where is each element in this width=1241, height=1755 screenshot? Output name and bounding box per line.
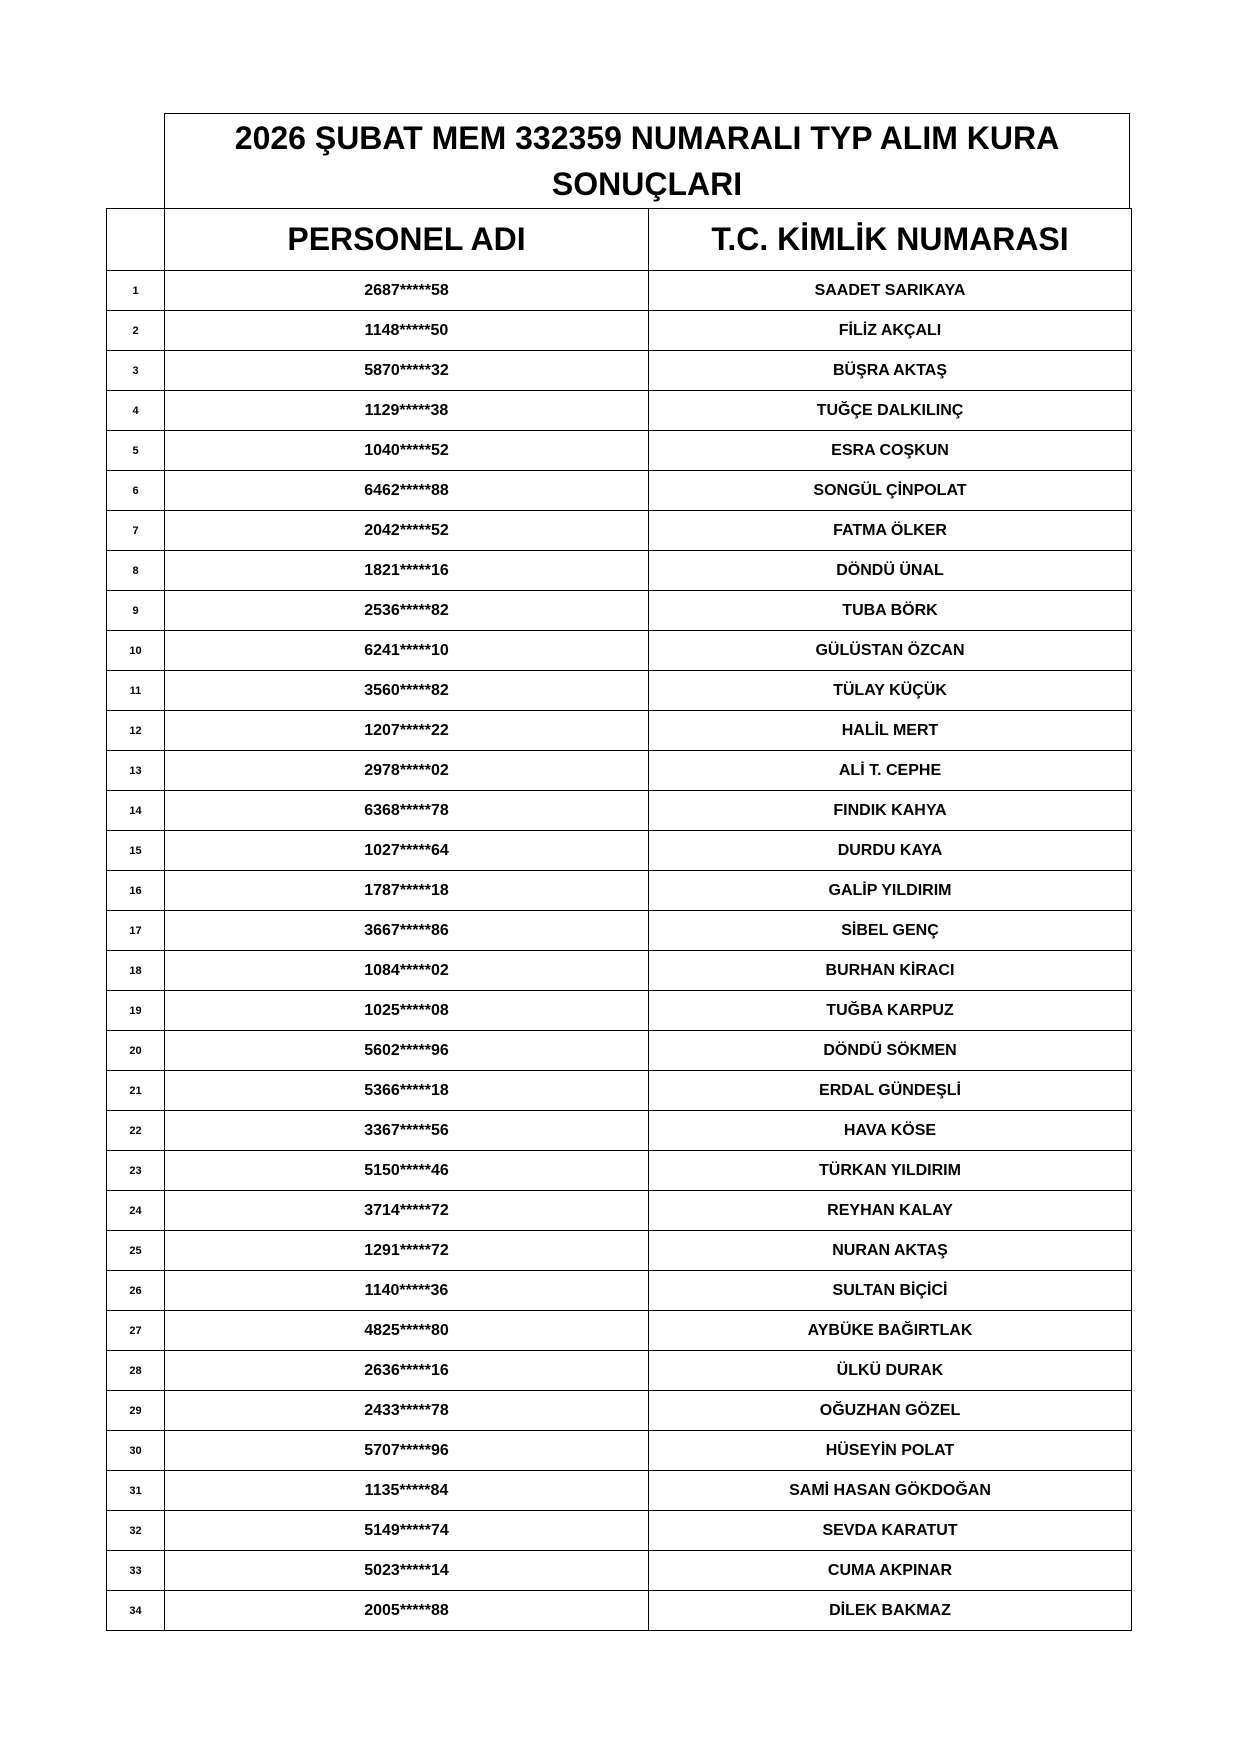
row-number: 32	[107, 1511, 165, 1551]
row-name-cell: SAMİ HASAN GÖKDOĞAN	[649, 1471, 1132, 1511]
row-name-cell: FINDIK KAHYA	[649, 791, 1132, 831]
row-id-cell: 2636*****16	[165, 1351, 649, 1391]
row-id-cell: 3667*****86	[165, 911, 649, 951]
row-id-cell: 2433*****78	[165, 1391, 649, 1431]
row-number: 34	[107, 1591, 165, 1631]
row-id-cell: 1040*****52	[165, 431, 649, 471]
row-number: 8	[107, 551, 165, 591]
row-number: 14	[107, 791, 165, 831]
table-row	[107, 351, 1132, 391]
row-id-cell: 4825*****80	[165, 1311, 649, 1351]
row-name-cell: HALİL MERT	[649, 711, 1132, 751]
row-name-cell: TUĞÇE DALKILINÇ	[649, 391, 1132, 431]
results-sheet	[106, 113, 1131, 1631]
row-name-cell: DÖNDÜ SÖKMEN	[649, 1031, 1132, 1071]
row-name-cell: AYBÜKE BAĞIRTLAK	[649, 1311, 1132, 1351]
row-name-cell: ÜLKÜ DURAK	[649, 1351, 1132, 1391]
row-id-cell: 2042*****52	[165, 511, 649, 551]
row-id-cell: 5602*****96	[165, 1031, 649, 1071]
table-row	[107, 711, 1132, 751]
table-row	[107, 1111, 1132, 1151]
row-name-cell: TUĞBA KARPUZ	[649, 991, 1132, 1031]
row-id-cell: 6462*****88	[165, 471, 649, 511]
table-row	[107, 1151, 1132, 1191]
row-number: 4	[107, 391, 165, 431]
row-number: 5	[107, 431, 165, 471]
row-id-cell: 2536*****82	[165, 591, 649, 631]
row-name-cell: DÖNDÜ ÜNAL	[649, 551, 1132, 591]
table-row	[107, 471, 1132, 511]
title-spacer	[106, 113, 164, 208]
row-id-cell: 1025*****08	[165, 991, 649, 1031]
row-name-cell: REYHAN KALAY	[649, 1191, 1132, 1231]
row-number: 24	[107, 1191, 165, 1231]
header-id-number: T.C. KİMLİK NUMARASI	[649, 209, 1132, 271]
table-row	[107, 1311, 1132, 1351]
header-index	[107, 209, 165, 271]
table-row	[107, 1511, 1132, 1551]
row-number: 11	[107, 671, 165, 711]
row-number: 17	[107, 911, 165, 951]
results-table	[106, 208, 1132, 1631]
row-id-cell: 6241*****10	[165, 631, 649, 671]
row-number: 22	[107, 1111, 165, 1151]
row-number: 20	[107, 1031, 165, 1071]
row-number: 12	[107, 711, 165, 751]
row-id-cell: 2005*****88	[165, 1591, 649, 1631]
row-name-cell: FATMA ÖLKER	[649, 511, 1132, 551]
row-name-cell: GALİP YILDIRIM	[649, 871, 1132, 911]
table-row	[107, 911, 1132, 951]
row-number: 3	[107, 351, 165, 391]
row-number: 21	[107, 1071, 165, 1111]
table-row	[107, 1231, 1132, 1271]
table-row	[107, 1071, 1132, 1111]
row-id-cell: 5023*****14	[165, 1551, 649, 1591]
row-id-cell: 1135*****84	[165, 1471, 649, 1511]
row-id-cell: 3560*****82	[165, 671, 649, 711]
table-row	[107, 631, 1132, 671]
row-number: 26	[107, 1271, 165, 1311]
row-id-cell: 1027*****64	[165, 831, 649, 871]
row-number: 23	[107, 1151, 165, 1191]
table-row	[107, 671, 1132, 711]
row-id-cell: 1207*****22	[165, 711, 649, 751]
row-id-cell: 5707*****96	[165, 1431, 649, 1471]
row-name-cell: BÜŞRA AKTAŞ	[649, 351, 1132, 391]
table-row	[107, 591, 1132, 631]
table-row	[107, 511, 1132, 551]
table-row	[107, 1431, 1132, 1471]
header-personnel-name: PERSONEL ADI	[165, 209, 649, 271]
row-id-cell: 5870*****32	[165, 351, 649, 391]
row-number: 33	[107, 1551, 165, 1591]
row-number: 18	[107, 951, 165, 991]
row-id-cell: 1291*****72	[165, 1231, 649, 1271]
table-row	[107, 271, 1132, 311]
row-id-cell: 5366*****18	[165, 1071, 649, 1111]
header-row	[107, 209, 1132, 271]
row-number: 29	[107, 1391, 165, 1431]
table-row	[107, 1031, 1132, 1071]
table-row	[107, 1191, 1132, 1231]
row-name-cell: HÜSEYİN POLAT	[649, 1431, 1132, 1471]
row-id-cell: 5149*****74	[165, 1511, 649, 1551]
row-id-cell: 6368*****78	[165, 791, 649, 831]
table-row	[107, 1551, 1132, 1591]
row-name-cell: SEVDA KARATUT	[649, 1511, 1132, 1551]
row-name-cell: GÜLÜSTAN ÖZCAN	[649, 631, 1132, 671]
row-name-cell: OĞUZHAN GÖZEL	[649, 1391, 1132, 1431]
row-number: 2	[107, 311, 165, 351]
row-number: 25	[107, 1231, 165, 1271]
row-number: 27	[107, 1311, 165, 1351]
row-number: 16	[107, 871, 165, 911]
table-row	[107, 1391, 1132, 1431]
row-name-cell: TÜLAY KÜÇÜK	[649, 671, 1132, 711]
row-number: 31	[107, 1471, 165, 1511]
row-name-cell: ERDAL GÜNDEŞLİ	[649, 1071, 1132, 1111]
table-row	[107, 1351, 1132, 1391]
document-title: 2026 ŞUBAT MEM 332359 NUMARALI TYP ALIM KURA SONUÇLARI	[164, 113, 1130, 208]
table-row	[107, 991, 1132, 1031]
table-row	[107, 391, 1132, 431]
row-name-cell: CUMA AKPINAR	[649, 1551, 1132, 1591]
table-row	[107, 431, 1132, 471]
table-row	[107, 831, 1132, 871]
table-row	[107, 871, 1132, 911]
row-id-cell: 1129*****38	[165, 391, 649, 431]
row-number: 15	[107, 831, 165, 871]
row-number: 10	[107, 631, 165, 671]
table-row	[107, 1471, 1132, 1511]
row-number: 1	[107, 271, 165, 311]
table-row	[107, 951, 1132, 991]
row-number: 9	[107, 591, 165, 631]
row-name-cell: NURAN AKTAŞ	[649, 1231, 1132, 1271]
row-name-cell: SONGÜL ÇİNPOLAT	[649, 471, 1132, 511]
row-id-cell: 1148*****50	[165, 311, 649, 351]
table-row	[107, 791, 1132, 831]
row-number: 19	[107, 991, 165, 1031]
row-name-cell: ESRA COŞKUN	[649, 431, 1132, 471]
row-name-cell: DİLEK BAKMAZ	[649, 1591, 1132, 1631]
row-number: 30	[107, 1431, 165, 1471]
row-name-cell: SİBEL GENÇ	[649, 911, 1132, 951]
row-name-cell: SAADET SARIKAYA	[649, 271, 1132, 311]
row-name-cell: HAVA KÖSE	[649, 1111, 1132, 1151]
row-id-cell: 1140*****36	[165, 1271, 649, 1311]
row-number: 7	[107, 511, 165, 551]
row-name-cell: TÜRKAN YILDIRIM	[649, 1151, 1132, 1191]
row-name-cell: ALİ T. CEPHE	[649, 751, 1132, 791]
row-id-cell: 2687*****58	[165, 271, 649, 311]
row-number: 28	[107, 1351, 165, 1391]
table-row	[107, 1271, 1132, 1311]
row-id-cell: 2978*****02	[165, 751, 649, 791]
row-name-cell: SULTAN BİÇİCİ	[649, 1271, 1132, 1311]
row-name-cell: DURDU KAYA	[649, 831, 1132, 871]
row-number: 13	[107, 751, 165, 791]
row-name-cell: TUBA BÖRK	[649, 591, 1132, 631]
row-id-cell: 1821*****16	[165, 551, 649, 591]
title-row	[106, 113, 1131, 208]
table-body	[107, 271, 1132, 1631]
row-id-cell: 5150*****46	[165, 1151, 649, 1191]
row-id-cell: 3714*****72	[165, 1191, 649, 1231]
table-row	[107, 751, 1132, 791]
row-id-cell: 1787*****18	[165, 871, 649, 911]
row-number: 6	[107, 471, 165, 511]
table-row	[107, 551, 1132, 591]
row-id-cell: 3367*****56	[165, 1111, 649, 1151]
row-name-cell: BURHAN KİRACI	[649, 951, 1132, 991]
row-id-cell: 1084*****02	[165, 951, 649, 991]
table-row	[107, 1591, 1132, 1631]
row-name-cell: FİLİZ AKÇALI	[649, 311, 1132, 351]
table-row	[107, 311, 1132, 351]
